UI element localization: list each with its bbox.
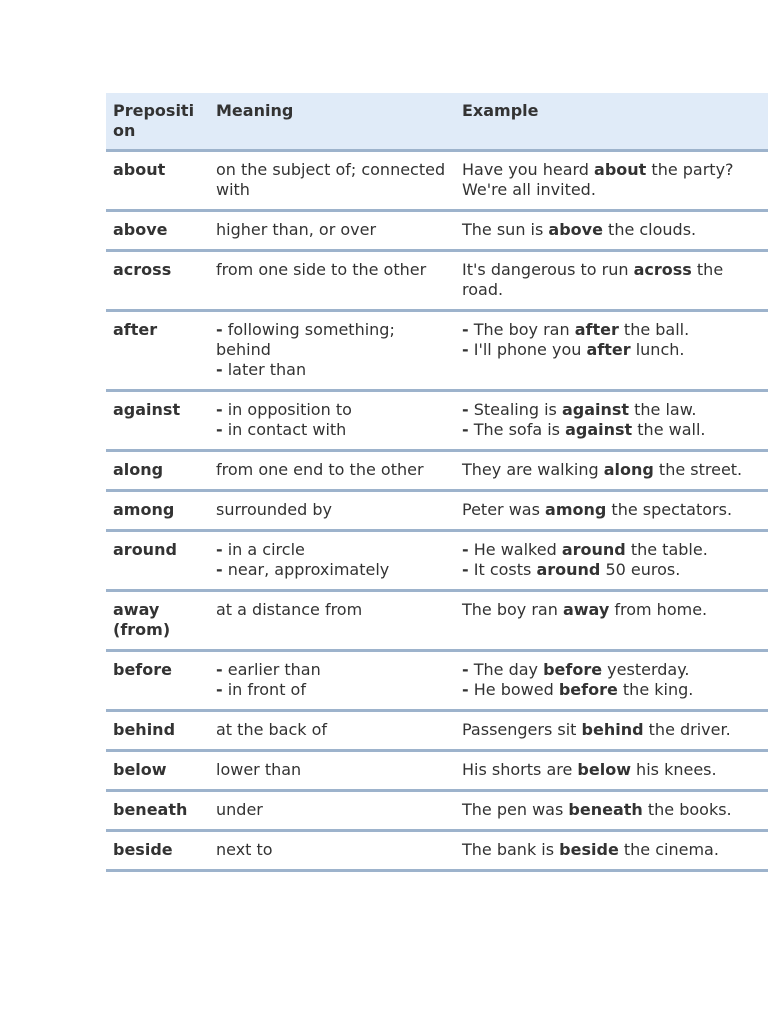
- example-line: [462, 160, 768, 200]
- table-row: [106, 532, 768, 592]
- dash-marker: -: [462, 560, 469, 579]
- example-line: [462, 840, 768, 860]
- table-row: [106, 712, 768, 752]
- meaning-line: [216, 800, 452, 820]
- table-row: [106, 452, 768, 492]
- example-line: [462, 400, 768, 420]
- meaning-text: near, approximately: [227, 560, 390, 579]
- example-line: [462, 720, 768, 740]
- example-cell: [452, 392, 768, 449]
- meaning-line: [216, 600, 452, 620]
- meaning-cell: [209, 452, 452, 489]
- meaning-cell: [209, 832, 452, 869]
- example-cell: [452, 452, 768, 489]
- meaning-line: [216, 680, 452, 700]
- preposition-cell: before: [113, 660, 172, 679]
- example-text-before: The bank is: [462, 840, 560, 859]
- dash-marker: -: [462, 540, 469, 559]
- meaning-line: [216, 500, 452, 520]
- example-cell: [452, 792, 768, 829]
- meaning-cell: [209, 392, 452, 449]
- table-row: [106, 652, 768, 712]
- example-cell: [452, 212, 768, 249]
- dash-marker: -: [462, 680, 469, 699]
- example-text-before: They are walking: [462, 460, 604, 479]
- example-text-after: the wall.: [632, 420, 706, 439]
- example-text-after: 50 euros.: [600, 560, 681, 579]
- table-row: [106, 492, 768, 532]
- meaning-text: under: [216, 800, 263, 819]
- example-keyword: above: [548, 220, 603, 239]
- example-line: [462, 680, 768, 700]
- meaning-cell: [209, 712, 452, 749]
- example-text-after: his knees.: [630, 760, 717, 779]
- dash-marker: -: [462, 340, 469, 359]
- example-text-before: It costs: [473, 560, 537, 579]
- table-row: [106, 792, 768, 832]
- example-keyword: below: [577, 760, 631, 779]
- example-keyword: along: [603, 460, 654, 479]
- example-keyword: around: [536, 560, 601, 579]
- meaning-line: [216, 760, 452, 780]
- meaning-line: [216, 460, 452, 480]
- meaning-line: [216, 360, 452, 380]
- preposition-cell: along: [113, 460, 164, 479]
- preposition-table: [106, 93, 768, 872]
- example-line: [462, 460, 768, 480]
- example-text-before: The pen was: [462, 800, 569, 819]
- example-text-after: the road.: [462, 260, 724, 299]
- example-line: [462, 220, 768, 240]
- example-text-after: the king.: [617, 680, 694, 699]
- meaning-cell: [209, 312, 452, 389]
- preposition-cell: above: [113, 220, 168, 239]
- example-text-after: the street.: [653, 460, 743, 479]
- example-text-after: lunch.: [630, 340, 685, 359]
- meaning-cell: [209, 752, 452, 789]
- example-text-before: Passengers sit: [462, 720, 582, 739]
- header-meaning: Meaning: [216, 101, 294, 120]
- example-cell: [452, 652, 768, 709]
- example-cell: [452, 152, 768, 209]
- table-row: [106, 152, 768, 212]
- preposition-cell: after: [113, 320, 158, 339]
- table-row: [106, 392, 768, 452]
- meaning-line: [216, 720, 452, 740]
- header-example: Example: [462, 101, 539, 120]
- example-text-before: The boy ran: [462, 600, 563, 619]
- meaning-line: [216, 660, 452, 680]
- meaning-cell: [209, 212, 452, 249]
- example-text-after: the spectators.: [606, 500, 733, 519]
- example-text-before: The sun is: [462, 220, 549, 239]
- example-keyword: across: [633, 260, 692, 279]
- example-text-after: the party? We're all invited.: [462, 160, 734, 199]
- preposition-cell: against: [113, 400, 181, 419]
- example-text-before: The boy ran: [473, 320, 575, 339]
- example-keyword: before: [558, 680, 618, 699]
- meaning-text: lower than: [216, 760, 302, 779]
- meaning-line: [216, 320, 452, 360]
- example-text-before: The day: [473, 660, 544, 679]
- meaning-text: later than: [227, 360, 307, 379]
- example-text-before: His shorts are: [462, 760, 578, 779]
- meaning-line: [216, 420, 452, 440]
- example-cell: [452, 712, 768, 749]
- example-text-before: The sofa is: [473, 420, 566, 439]
- example-text-before: He walked: [473, 540, 562, 559]
- example-keyword: around: [561, 540, 626, 559]
- table-row: [106, 832, 768, 872]
- example-line: [462, 340, 768, 360]
- example-text-after: the law.: [629, 400, 697, 419]
- meaning-line: [216, 160, 452, 200]
- example-line: [462, 600, 768, 620]
- example-text-after: the clouds.: [602, 220, 697, 239]
- meaning-cell: [209, 252, 452, 309]
- preposition-cell: beneath: [113, 800, 188, 819]
- example-cell: [452, 752, 768, 789]
- meaning-cell: [209, 492, 452, 529]
- example-keyword: against: [561, 400, 630, 419]
- meaning-text: on the subject of; connected with: [216, 160, 446, 199]
- example-text-before: It's dangerous to run: [462, 260, 634, 279]
- dash-marker: -: [462, 400, 469, 419]
- dash-marker: -: [216, 660, 223, 679]
- preposition-cell: among: [113, 500, 175, 519]
- example-keyword: after: [586, 340, 631, 359]
- meaning-text: in contact with: [227, 420, 347, 439]
- meaning-text: in a circle: [227, 540, 305, 559]
- example-keyword: behind: [581, 720, 644, 739]
- example-keyword: away: [562, 600, 610, 619]
- example-line: [462, 760, 768, 780]
- meaning-text: at a distance from: [216, 600, 363, 619]
- meaning-line: [216, 560, 452, 580]
- dash-marker: -: [216, 420, 223, 439]
- preposition-cell: behind: [113, 720, 176, 739]
- example-text-before: Have you heard: [462, 160, 595, 179]
- preposition-cell: across: [113, 260, 172, 279]
- meaning-cell: [209, 592, 452, 649]
- meaning-text: following something; behind: [216, 320, 395, 359]
- dash-marker: -: [216, 400, 223, 419]
- preposition-cell: around: [113, 540, 177, 559]
- meaning-text: from one side to the other: [216, 260, 427, 279]
- example-text-after: the cinema.: [618, 840, 719, 859]
- example-text-before: Stealing is: [473, 400, 562, 419]
- dash-marker: -: [462, 660, 469, 679]
- example-text-after: the table.: [625, 540, 708, 559]
- meaning-text: next to: [216, 840, 273, 859]
- meaning-cell: [209, 652, 452, 709]
- meaning-line: [216, 260, 452, 280]
- meaning-text: surrounded by: [216, 500, 332, 519]
- meaning-text: in opposition to: [227, 400, 352, 419]
- meaning-cell: [209, 532, 452, 589]
- meaning-line: [216, 540, 452, 560]
- header-preposition: Prepositi on: [113, 101, 195, 140]
- example-cell: [452, 252, 768, 309]
- example-keyword: beneath: [568, 800, 643, 819]
- example-keyword: about: [594, 160, 647, 179]
- meaning-line: [216, 220, 452, 240]
- meaning-text: higher than, or over: [216, 220, 377, 239]
- example-line: [462, 420, 768, 440]
- dash-marker: -: [462, 420, 469, 439]
- dash-marker: -: [216, 680, 223, 699]
- example-line: [462, 260, 768, 300]
- example-line: [462, 560, 768, 580]
- table-row: [106, 212, 768, 252]
- example-line: [462, 800, 768, 820]
- dash-marker: -: [216, 360, 223, 379]
- dash-marker: -: [216, 540, 223, 559]
- example-text-after: the ball.: [618, 320, 690, 339]
- dash-marker: -: [216, 320, 223, 339]
- example-keyword: beside: [559, 840, 619, 859]
- table-header-row: [106, 93, 768, 152]
- example-keyword: against: [565, 420, 633, 439]
- dash-marker: -: [216, 560, 223, 579]
- example-cell: [452, 592, 768, 649]
- meaning-cell: [209, 792, 452, 829]
- example-text-after: from home.: [609, 600, 708, 619]
- meaning-text: at the back of: [216, 720, 328, 739]
- table-row: [106, 252, 768, 312]
- preposition-cell: beside: [113, 840, 173, 859]
- example-text-before: Peter was: [462, 500, 546, 519]
- preposition-cell: below: [113, 760, 167, 779]
- preposition-cell: away (from): [113, 600, 171, 639]
- meaning-cell: [209, 152, 452, 209]
- example-text-after: the driver.: [643, 720, 731, 739]
- example-keyword: before: [543, 660, 603, 679]
- example-text-before: I'll phone you: [473, 340, 587, 359]
- example-keyword: after: [574, 320, 619, 339]
- example-line: [462, 320, 768, 340]
- meaning-text: earlier than: [227, 660, 321, 679]
- preposition-cell: about: [113, 160, 166, 179]
- example-text-before: He bowed: [473, 680, 559, 699]
- table-row: [106, 752, 768, 792]
- meaning-line: [216, 400, 452, 420]
- meaning-text: in front of: [227, 680, 306, 699]
- example-cell: [452, 832, 768, 869]
- example-text-after: the books.: [642, 800, 732, 819]
- meaning-text: from one end to the other: [216, 460, 424, 479]
- table-row: [106, 312, 768, 392]
- example-line: [462, 500, 768, 520]
- table-body: [106, 152, 768, 872]
- example-text-after: yesterday.: [602, 660, 690, 679]
- example-line: [462, 660, 768, 680]
- example-cell: [452, 312, 768, 389]
- table-row: [106, 592, 768, 652]
- dash-marker: -: [462, 320, 469, 339]
- example-cell: [452, 492, 768, 529]
- example-cell: [452, 532, 768, 589]
- example-keyword: among: [545, 500, 607, 519]
- meaning-line: [216, 840, 452, 860]
- example-line: [462, 540, 768, 560]
